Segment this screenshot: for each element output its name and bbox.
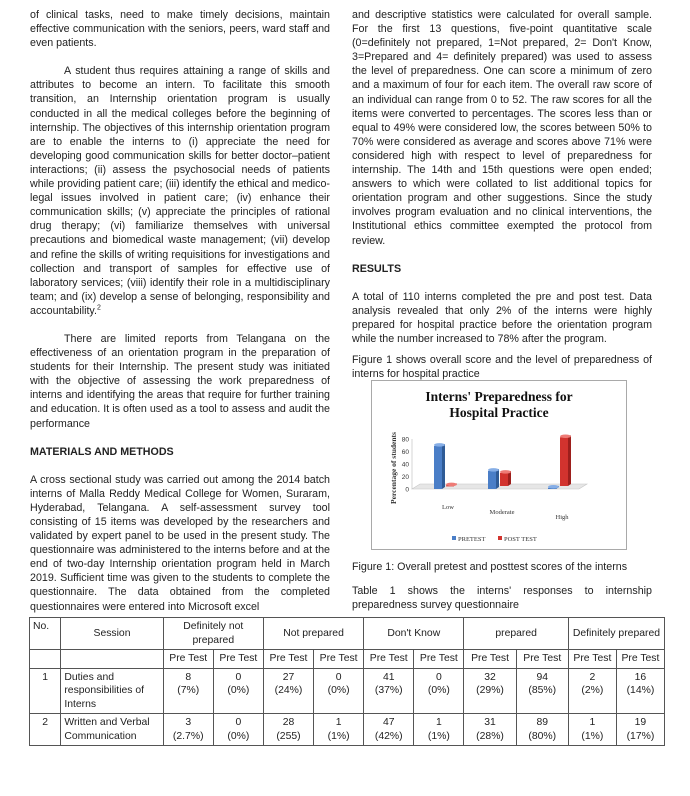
- cell-count: 2: [589, 671, 596, 683]
- bar-top: [560, 434, 571, 438]
- table-cell: [516, 714, 568, 746]
- cell-percent: (80%): [528, 730, 557, 742]
- table-cell: [61, 650, 163, 669]
- cell-percent: (85%): [528, 685, 557, 696]
- table-cell: [314, 668, 364, 714]
- cell-count: 1: [435, 717, 442, 728]
- cell-percent: (1%): [327, 730, 350, 742]
- cell-percent: (28%): [476, 730, 504, 742]
- bar-top: [500, 470, 511, 474]
- row-session: Duties and responsibilities of Interns: [61, 668, 163, 714]
- paragraph: A cross sectional study was carried out among the 2014 batch interns of Malla Reddy Medical College for Women, Suraram, Hyderabad, Telangana. A self-assessment survey tool consisting of 15 items was developed by the researchers and validated by expert panel to be used in the present study. The questionnaire was administered to the interns before and at the end of two-day Internship orientation program held in March 2019. Sufficient time was given to the students to complete the questionnaire. The data obtained from the completed questionnaires were entered into Microsoft excel: [30, 473, 330, 613]
- table-cell: [464, 668, 516, 714]
- bar-top: [548, 485, 559, 489]
- table-row: [30, 668, 665, 714]
- cell-percent: (42%): [374, 730, 403, 742]
- bar-side: [496, 469, 499, 489]
- cell-count: 32: [484, 671, 496, 683]
- bar-side: [442, 444, 445, 489]
- cell-count: 89: [536, 717, 549, 728]
- preparedness-chart: [371, 380, 627, 550]
- paragraph: of clinical tasks, need to make timely decisions, maintain effective communication with the seniors, peers, ward staff and even patients.: [30, 9, 330, 50]
- row-session: Written and Verbal Communication: [61, 714, 163, 746]
- table-cell: [364, 714, 414, 746]
- subheader-pre-test: Pre Test: [364, 650, 414, 669]
- x-category-label: Moderate: [489, 509, 515, 516]
- subheader-pre-test: Pre Test: [568, 650, 616, 669]
- table-cell: [163, 714, 213, 746]
- cell-count: 8: [185, 671, 192, 683]
- cell-percent: (17%): [626, 730, 655, 742]
- cell-count: 28: [282, 717, 295, 728]
- row-number: 2: [30, 714, 61, 746]
- right-column: [352, 8, 652, 381]
- paragraph-objectives: [30, 64, 330, 318]
- y-tick-label: 80: [401, 436, 409, 444]
- table-cell: [213, 714, 263, 746]
- header-no: No.: [30, 618, 61, 650]
- subheader-pre-test: Pre Test: [414, 650, 464, 669]
- table-header-row: [30, 618, 665, 650]
- cell-count: 0: [435, 671, 442, 683]
- legend-swatch: [498, 536, 502, 540]
- subheader-pre-test: Pre Test: [163, 650, 213, 669]
- bar-top: [434, 443, 445, 447]
- table-intro: [352, 584, 652, 612]
- table-cell: [30, 650, 61, 669]
- paragraph: Figure 1 shows overall score and the level of preparedness of interns for hospital practice: [352, 354, 652, 381]
- bar-post-test-moderate: [500, 473, 508, 486]
- cell-count: 27: [282, 671, 295, 683]
- header-definitely-not-prepared: Definitely not prepared: [163, 618, 263, 650]
- bar-side: [568, 435, 571, 486]
- cell-count: 1: [335, 717, 342, 728]
- cell-percent: (14%): [626, 685, 655, 696]
- cell-count: 3: [185, 717, 192, 728]
- table-cell: [464, 714, 516, 746]
- cell-percent: (29%): [476, 685, 504, 696]
- table-row: [30, 714, 665, 746]
- table-cell: [568, 714, 616, 746]
- header-not-prepared: Not prepared: [263, 618, 363, 650]
- paragraph: A total of 110 interns completed the pre and post test. Data analysis revealed that only 2% of the interns were highly prepared for hospital practice before the orientation program while the number increased to 78% after the program.: [352, 290, 652, 345]
- cell-count: 31: [484, 717, 496, 728]
- header-definitely-prepared: Definitely prepared: [568, 618, 664, 650]
- table-cell: [616, 714, 664, 746]
- table-cell: [263, 668, 313, 714]
- section-heading-results: RESULTS: [352, 262, 402, 275]
- subheader-pre-test: Pre Test: [516, 650, 568, 669]
- y-axis-title: Percentage of students: [389, 432, 398, 504]
- subheader-pre-test: Pre Test: [314, 650, 364, 669]
- cell-count: 0: [335, 671, 342, 683]
- cell-percent: (0%): [227, 730, 250, 742]
- cell-percent: (2.7%): [172, 730, 204, 742]
- survey-table: [29, 617, 665, 746]
- paragraph: and descriptive statistics were calculated for overall sample. For the first 13 questions, five-point quantitative scale (0=definitely not prepared, 1=Not prepared, 2= Don't Know, 3=Prepared and 4= definitely prepared) was used to assess the level of preparedness. One can score a minimum of zero and a maximum of four for each item. The overall raw score of an individual can range from 0 to 52. The raw scores for all the items were converted to percentages. The scores less than or equal to 49% were considered low, the scores between 50% to 70% were considered as average and scores above 71% were considered high with respect to level of preparedness for internship. The 14th and 15th questions were open ended; answers to which were collated to list additional topics for orientation program and other suggestions. Since the study involves program evaluation and no clinical interventions, the Institutional ethics committee exempted the protocol from review.: [352, 9, 652, 247]
- header-dont-know: Don't Know: [364, 618, 464, 650]
- table-subheader-row: [30, 650, 665, 669]
- cell-count: 19: [634, 717, 647, 728]
- legend-swatch: [452, 536, 456, 540]
- legend-entry: PRETEST: [458, 536, 486, 543]
- table-cell: [414, 714, 464, 746]
- legend-entry: POST TEST: [504, 536, 537, 543]
- table-cell: [213, 668, 263, 714]
- row-number: 1: [30, 668, 61, 714]
- y-tick-label: 40: [401, 461, 409, 469]
- subheader-pre-test: Pre Test: [616, 650, 664, 669]
- cell-percent: (0%): [227, 685, 250, 696]
- cell-count: 41: [382, 671, 395, 683]
- reference-marker: 2: [96, 304, 101, 312]
- bar-top: [488, 468, 499, 472]
- cell-percent: (0%): [327, 685, 350, 696]
- table-cell: [364, 668, 414, 714]
- cell-percent: (7%): [177, 685, 200, 696]
- header-session: Session: [61, 618, 163, 650]
- cell-percent: (2%): [581, 685, 604, 696]
- cell-percent: (1%): [581, 730, 604, 742]
- table-cell: [568, 668, 616, 714]
- subheader-pre-test: Pre Test: [464, 650, 516, 669]
- cell-count: 47: [382, 717, 395, 728]
- x-category-label: Low: [442, 504, 454, 511]
- bar-pretest-moderate: [488, 471, 496, 489]
- cell-count: 1: [589, 717, 596, 728]
- y-tick-label: 0: [405, 486, 409, 494]
- cell-percent: (37%): [374, 685, 403, 696]
- paragraph-text: A student thus requires attaining a range of skills and attributes to become an intern. To facilitate this smooth transition, an Internship orientation program is usually conducted in all the medical colleges before the beginning of internship. The objectives of this internship orientation program are to enable the interns to (i) appreciate the need for developing good communication skills for better doctor–patient interactions; (ii) assess the psychosocial needs of patients while providing patient care; (iii) identify the ethical and medico-legal issues involved in patient care; (iv) enhance their communication skills; (v) appreciate the principles of rational drug therapy; (vi) familiarize themselves with universal precautions and biomedical waste management; (vii) develop and refine the skills of writing requisitions for investigations and collection and transport of samples for effective use of laboratory services; (viii) identify their role in a multidisciplinary team; and (ix) develop a sense of belonging, responsibility and accountability.: [30, 65, 330, 317]
- cell-percent: (24%): [274, 685, 303, 696]
- table-cell: [516, 668, 568, 714]
- cell-count: 16: [634, 671, 647, 683]
- cell-count: 0: [235, 671, 242, 683]
- figure-caption: Figure 1: Overall pretest and posttest scores of the interns: [352, 561, 628, 573]
- left-column: [30, 8, 330, 614]
- x-category-label: High: [555, 514, 569, 521]
- chart-title-line: Interns' Preparedness for: [425, 389, 573, 404]
- cell-count: 0: [235, 717, 242, 728]
- subheader-pre-test: Pre Test: [213, 650, 263, 669]
- paragraph: Table 1 shows the interns' responses to internship preparedness survey questionnaire: [352, 585, 652, 612]
- y-tick-label: 20: [401, 474, 409, 481]
- header-prepared: prepared: [464, 618, 568, 650]
- cell-count: 94: [536, 671, 549, 683]
- paragraph: There are limited reports from Telangana on the effectiveness of an orientation program in the preparation of students for their Internship. The present study was initiated with the objective of assessing the work preparedness of interns and identifying the areas that require for further training and education. It is often used as a tool to assess and audit the performance: [30, 332, 330, 430]
- bar-top: [446, 483, 457, 487]
- subheader-pre-test: Pre Test: [263, 650, 313, 669]
- table-cell: [263, 714, 313, 746]
- bar-post-test-high: [560, 437, 568, 486]
- chart-title-line: Hospital Practice: [449, 405, 549, 420]
- y-tick-label: 60: [401, 449, 409, 456]
- table-cell: [616, 668, 664, 714]
- chart-svg: [372, 381, 626, 549]
- table-cell: [414, 668, 464, 714]
- section-heading-methods: MATERIALS AND METHODS: [30, 445, 174, 458]
- cell-percent: (255): [276, 730, 301, 742]
- cell-percent: (1%): [427, 730, 450, 742]
- table-cell: [163, 668, 213, 714]
- cell-percent: (0%): [427, 685, 450, 696]
- table-cell: [314, 714, 364, 746]
- bar-pretest-low: [434, 446, 442, 489]
